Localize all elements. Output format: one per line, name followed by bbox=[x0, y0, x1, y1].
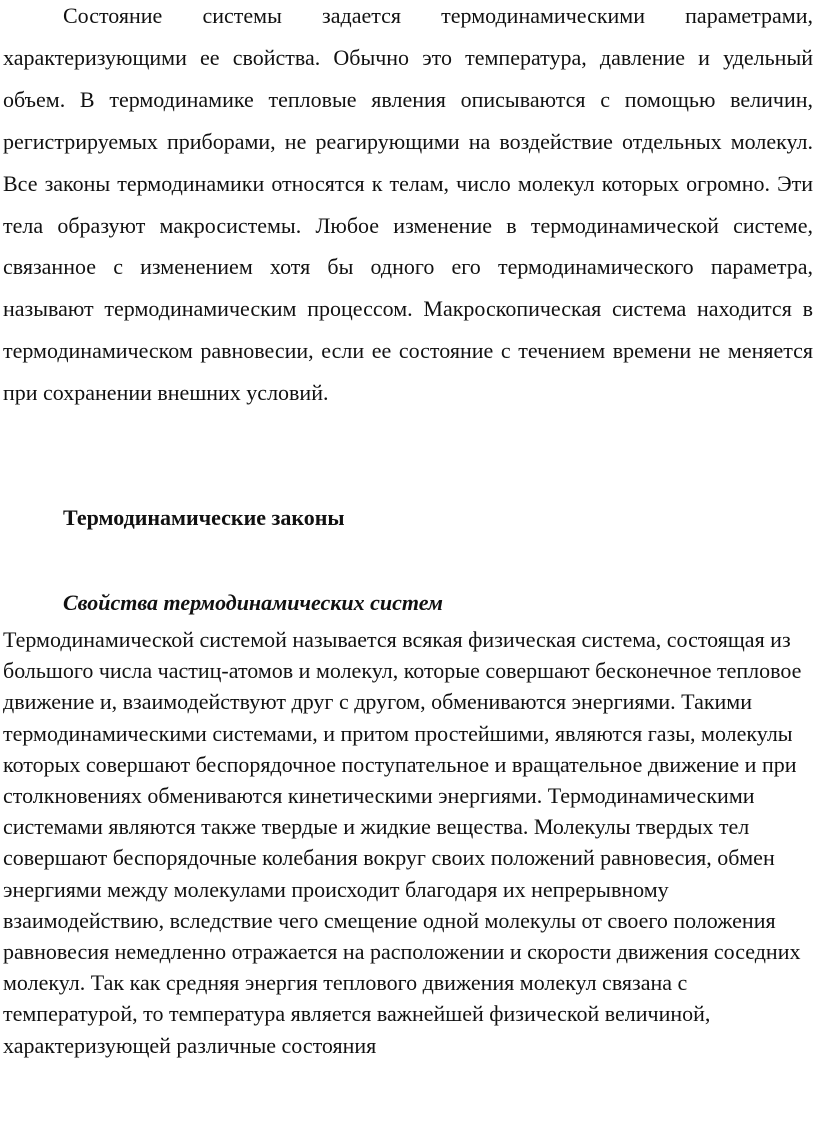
body-paragraph: Термодинамической системой называется всякая физическая система, состоящая из большого числа частиц-атомов и молекул, которые совершают бесконечное тепловое движение и, взаимодействуют друг с другом, обмениваются энергиями. Такими термодинамическими системами, и притом простейшими, являются газы, молекулы которых совершают беспорядочное поступательное и вращательное движение и при столкновениях обмениваются кинетическими энергиями. Термодинамическими системами являются также твердые и жидкие вещества. Молекулы твердых тел совершают беспорядочные колебания вокруг своих положений равновесия, обмен энергиями между молекулами происходит благодаря их непрерывному взаимодействию, вследствие чего смещение одной молекулы от своего положения равновесия немедленно отражается на расположении и скорости движения соседних молекул. Так как средняя энергия теплового движения молекул связана с температурой, то температура является важнейшей физической величиной, характеризующей различные состояния bbox=[3, 627, 802, 1058]
section-heading: Термодинамические законы bbox=[63, 505, 345, 530]
intro-paragraph: Состояние системы задается термодинамическими параметрами, характеризующими ее свойства. Обычно это температура, давление и удельный объем. В термодинамике тепловые явления описываются с помощью величин, регистрируемых приборами, не реагирующими на воздействие отдельных молекул. Все законы термодинамики относятся к телам, число молекул которых огромно. Эти тела образуют макросистемы. Любое изменение в термодинамической системе, связанное с изменением хотя бы одного его термодинамического параметра, называют термодинамическим процессом. Макроскопическая система находится в термодинамическом равновесии, если ее состояние с течением времени не меняется при сохранении внешних условий. bbox=[3, 3, 813, 406]
subsection-heading: Свойства термодинамических систем bbox=[63, 590, 443, 615]
